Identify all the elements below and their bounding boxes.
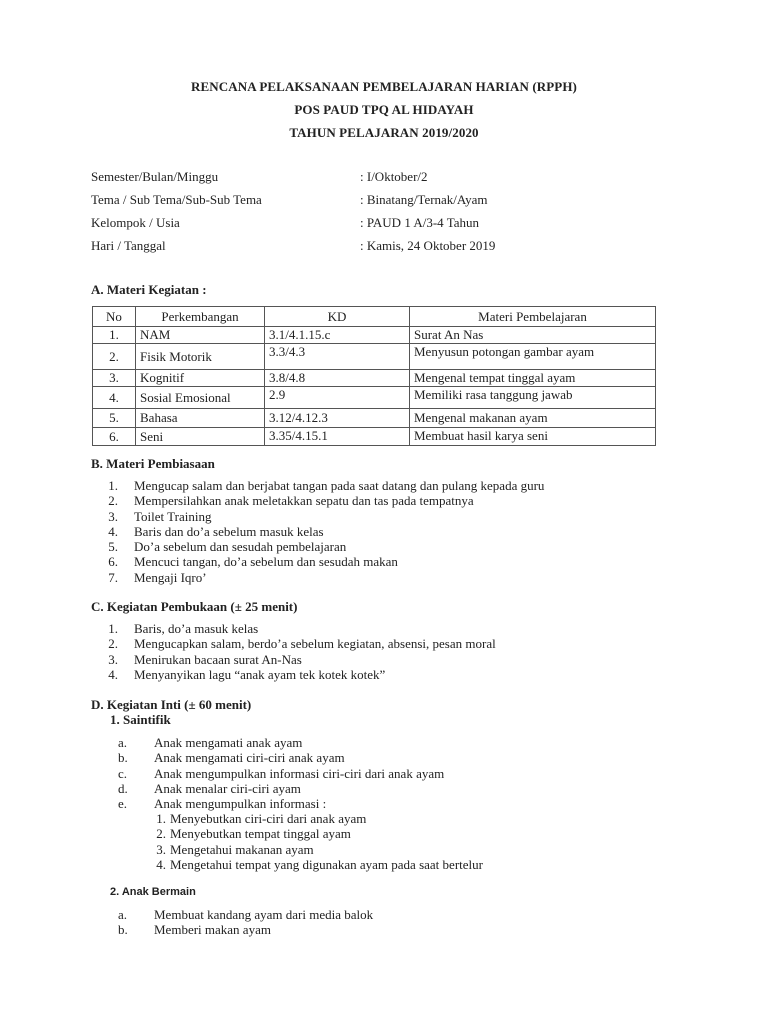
doc-title-line2: POS PAUD TPQ AL HIDAYAH bbox=[294, 102, 474, 117]
anak-bermain-heading: 2. Anak Bermain bbox=[110, 886, 196, 898]
list-item-text: Mencuci tangan, do’a sebelum dan sesudah makan bbox=[134, 554, 398, 570]
list-item bbox=[98, 509, 698, 524]
info-label: Hari / Tanggal bbox=[91, 238, 166, 253]
cell-no: 3. bbox=[93, 370, 136, 387]
section-b-heading: B. Materi Pembiasaan bbox=[91, 456, 215, 471]
list-item-letter: a. bbox=[118, 907, 128, 922]
list-item-number: 4. bbox=[156, 856, 166, 872]
cell-kd: 3.12/4.12.3 bbox=[265, 409, 410, 428]
list-item-letter: a. bbox=[118, 735, 128, 750]
list-item-text: Toilet Training bbox=[134, 508, 212, 524]
cell-perkembangan: Bahasa bbox=[136, 409, 265, 428]
list-item-letter: b. bbox=[118, 922, 128, 938]
list-item bbox=[98, 478, 698, 493]
list-item bbox=[98, 570, 698, 585]
list-item-number: 5. bbox=[108, 539, 118, 555]
list-item-text: Mempersilahkan anak meletakkan sepatu dan tas pada tempatnya bbox=[134, 493, 474, 509]
doc-title-line3: TAHUN PELAJARAN 2019/2020 bbox=[289, 125, 479, 140]
list-item bbox=[98, 652, 698, 667]
section-d-heading: D. Kegiatan Inti (± 60 menit) bbox=[91, 697, 252, 712]
cell-materi: Mengenal makanan ayam bbox=[410, 409, 656, 428]
info-value: : PAUD 1 A/3-4 Tahun bbox=[360, 215, 479, 230]
list-item-text: Mengetahui makanan ayam bbox=[170, 841, 314, 857]
list-item-letter: b. bbox=[118, 750, 128, 766]
list-item bbox=[118, 781, 718, 796]
list-item bbox=[154, 811, 714, 826]
table-row bbox=[93, 428, 656, 446]
list-item-text: Do’a sebelum dan sesudah pembelajaran bbox=[134, 539, 347, 555]
list-item-text: Menyanyikan lagu “anak ayam tek kotek kotek” bbox=[134, 666, 386, 682]
cell-kd: 3.8/4.8 bbox=[265, 370, 410, 387]
list-item-text: Menirukan bacaan surat An-Nas bbox=[134, 651, 302, 667]
pembiasaan-list bbox=[98, 478, 698, 585]
list-item bbox=[118, 750, 718, 765]
cell-no: 4. bbox=[93, 387, 136, 409]
list-item-letter: e. bbox=[118, 796, 128, 812]
list-item-text: Anak mengamati anak ayam bbox=[154, 735, 303, 750]
table-row bbox=[93, 409, 656, 428]
cell-kd: 3.3/4.3 bbox=[265, 344, 410, 370]
cell-perkembangan: Seni bbox=[136, 428, 265, 446]
cell-no: 2. bbox=[93, 344, 136, 370]
list-item bbox=[98, 636, 698, 651]
cell-kd: 2.9 bbox=[265, 387, 410, 409]
list-item-number: 3. bbox=[156, 841, 166, 857]
list-item-text: Memberi makan ayam bbox=[154, 922, 271, 938]
info-label: Kelompok / Usia bbox=[91, 215, 180, 230]
cell-perkembangan: Fisik Motorik bbox=[136, 344, 265, 370]
cell-no: 6. bbox=[93, 428, 136, 446]
list-item-number: 1. bbox=[156, 811, 166, 826]
list-item bbox=[118, 735, 718, 750]
list-item bbox=[98, 493, 698, 508]
list-item-text: Menyebutkan ciri-ciri dari anak ayam bbox=[170, 811, 367, 826]
list-item-text: Anak mengamati ciri-ciri anak ayam bbox=[154, 750, 345, 766]
info-label: Tema / Sub Tema/Sub-Sub Tema bbox=[91, 192, 262, 207]
list-item-number: 4. bbox=[108, 523, 118, 539]
table-row bbox=[93, 344, 656, 370]
list-item-number: 1. bbox=[108, 621, 118, 636]
list-item-number: 2. bbox=[108, 493, 118, 509]
list-item-text: Baris, do’a masuk kelas bbox=[134, 621, 259, 636]
list-item-number: 2. bbox=[156, 826, 166, 842]
cell-perkembangan: Kognitif bbox=[136, 370, 265, 387]
info-value: : Kamis, 24 Oktober 2019 bbox=[360, 238, 496, 253]
bermain-list bbox=[118, 907, 718, 938]
column-header-no: No bbox=[93, 307, 136, 327]
table-row bbox=[93, 327, 656, 344]
list-item-text: Mengetahui tempat yang digunakan ayam pada saat bertelur bbox=[170, 856, 483, 872]
list-item-text: Anak mengumpulkan informasi : bbox=[154, 796, 327, 812]
list-item bbox=[98, 554, 698, 569]
list-item bbox=[98, 667, 698, 682]
informasi-sublist bbox=[154, 811, 714, 872]
list-item-number: 7. bbox=[108, 569, 118, 585]
materi-table bbox=[92, 306, 656, 446]
list-item-number: 3. bbox=[108, 651, 118, 667]
cell-kd: 3.1/4.1.15.c bbox=[265, 327, 410, 344]
saintifik-heading: 1. Saintifik bbox=[110, 712, 171, 727]
list-item bbox=[118, 766, 718, 781]
list-item-number: 6. bbox=[108, 554, 118, 570]
doc-title-line1: RENCANA PELAKSANAAN PEMBELAJARAN HARIAN (RPPH) bbox=[191, 79, 577, 94]
list-item bbox=[98, 539, 698, 554]
list-item bbox=[154, 826, 714, 841]
info-label: Semester/Bulan/Minggu bbox=[91, 169, 219, 184]
cell-materi: Mengenal tempat tinggal ayam bbox=[410, 370, 656, 387]
column-header-kd: KD bbox=[265, 307, 410, 327]
cell-perkembangan: Sosial Emosional bbox=[136, 387, 265, 409]
list-item-text: Baris dan do’a sebelum masuk kelas bbox=[134, 523, 324, 539]
section-a-heading: A. Materi Kegiatan : bbox=[91, 282, 207, 297]
list-item bbox=[154, 857, 714, 872]
list-item-text: Mengucap salam dan berjabat tangan pada saat datang dan pulang kepada guru bbox=[134, 478, 545, 493]
list-item-number: 3. bbox=[108, 508, 118, 524]
cell-materi: Membuat hasil karya seni bbox=[410, 428, 656, 446]
list-item bbox=[154, 842, 714, 857]
info-value: : Binatang/Ternak/Ayam bbox=[360, 192, 488, 207]
list-item bbox=[98, 621, 698, 636]
table-row bbox=[93, 370, 656, 387]
list-item-text: Mengucapkan salam, berdo’a sebelum kegiatan, absensi, pesan moral bbox=[134, 636, 496, 652]
list-item bbox=[118, 907, 718, 922]
list-item-letter: c. bbox=[118, 765, 128, 781]
cell-perkembangan: NAM bbox=[136, 327, 265, 344]
list-item-number: 4. bbox=[108, 666, 118, 682]
info-value: : I/Oktober/2 bbox=[360, 169, 428, 184]
section-c-heading: C. Kegiatan Pembukaan (± 25 menit) bbox=[91, 599, 298, 614]
cell-materi: Surat An Nas bbox=[410, 327, 656, 344]
list-item bbox=[118, 796, 718, 811]
cell-materi: Menyusun potongan gambar ayam bbox=[410, 344, 656, 370]
cell-materi: Memiliki rasa tanggung jawab bbox=[410, 387, 656, 409]
table-header-row bbox=[93, 307, 656, 327]
cell-no: 1. bbox=[93, 327, 136, 344]
saintifik-list bbox=[118, 735, 718, 811]
list-item-text: Anak menalar ciri-ciri ayam bbox=[154, 780, 301, 796]
list-item-text: Menyebutkan tempat tinggal ayam bbox=[170, 826, 351, 842]
list-item-number: 1. bbox=[108, 478, 118, 493]
list-item-text: Mengaji Iqro’ bbox=[134, 569, 207, 585]
table-row bbox=[93, 387, 656, 409]
list-item-number: 2. bbox=[108, 636, 118, 652]
list-item-letter: d. bbox=[118, 780, 128, 796]
list-item-text: Membuat kandang ayam dari media balok bbox=[154, 907, 374, 922]
pembukaan-list bbox=[98, 621, 698, 682]
list-item bbox=[118, 922, 718, 937]
cell-kd: 3.35/4.15.1 bbox=[265, 428, 410, 446]
column-header-perkembangan: Perkembangan bbox=[136, 307, 265, 327]
list-item bbox=[98, 524, 698, 539]
column-header-materi: Materi Pembelajaran bbox=[410, 307, 656, 327]
cell-no: 5. bbox=[93, 409, 136, 428]
list-item-text: Anak mengumpulkan informasi ciri-ciri dari anak ayam bbox=[154, 765, 445, 781]
